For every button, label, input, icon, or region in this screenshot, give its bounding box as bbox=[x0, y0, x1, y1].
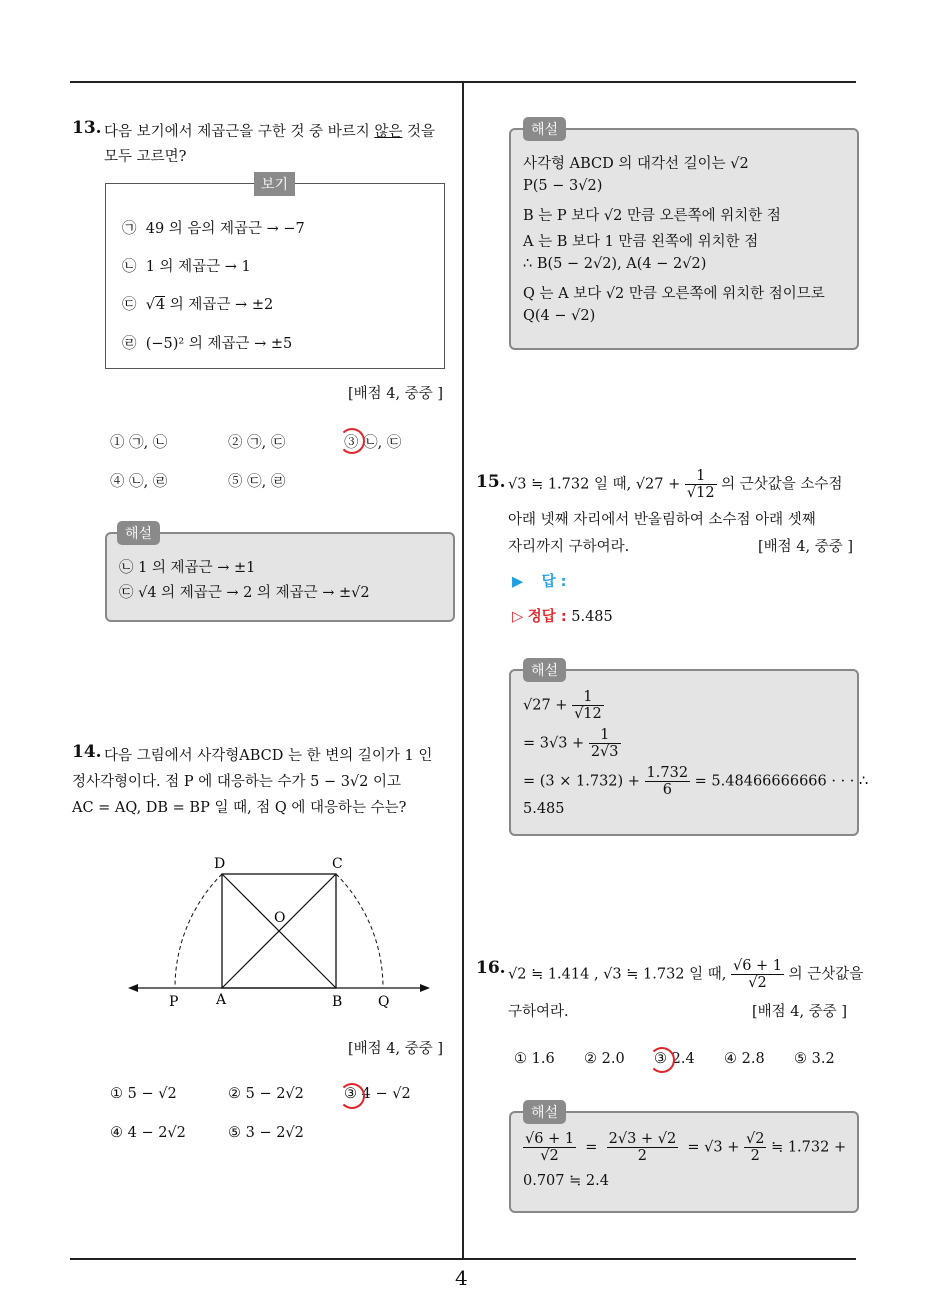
q13-bogi-sym-1: ㉠ bbox=[122, 221, 137, 237]
q15-explain-l1-num: 1 bbox=[572, 689, 604, 706]
q13-text-underlined: 않은 bbox=[374, 124, 403, 140]
q15-correct-row bbox=[512, 605, 613, 626]
q16-choice-5[interactable]: ⑤ 3.2 bbox=[794, 1051, 835, 1067]
q13-explain-label: 해설 bbox=[117, 521, 160, 545]
correct-arrow-icon: ▷ bbox=[512, 609, 524, 625]
q15-explain-l2-frac bbox=[589, 727, 621, 760]
q14-explain-line5: ∴ B(5 − 2√2), A(4 − 2√2) bbox=[523, 256, 707, 272]
q16-explain-tail: ≒ 1.732 + bbox=[771, 1139, 847, 1156]
q15-explain-l1-den: √12 bbox=[574, 706, 602, 722]
q13-text-part1: 다음 보기에서 제곱근을 구한 것 중 바르지 bbox=[104, 124, 370, 140]
q16-text-part2: 의 근삿값을 bbox=[788, 966, 864, 983]
q15-text-line2: 아래 넷째 자리에서 반올림하여 소수점 아래 셋째 bbox=[508, 512, 816, 528]
q15-text-part2: 의 근삿값을 소수점 bbox=[721, 476, 843, 493]
q13-bogi-box bbox=[105, 177, 445, 369]
q16-explain-line2: 0.707 ≒ 2.4 bbox=[523, 1173, 609, 1189]
q13-bogi-item-2 bbox=[122, 255, 251, 276]
q13-number: 13. bbox=[72, 118, 102, 138]
q16-choice-2[interactable]: ② 2.0 bbox=[584, 1051, 625, 1067]
q14-label-o: O bbox=[274, 910, 286, 926]
q15-answer-row[interactable] bbox=[512, 570, 566, 591]
q14-explain-line4: A 는 B 보다 1 만큼 왼쪽에 위치한 점 bbox=[523, 234, 759, 250]
q13-text-line2: 모두 고르면? bbox=[104, 149, 187, 165]
q15-explain-box bbox=[509, 663, 869, 836]
q14-text-line1: 다음 그림에서 사각형ABCD 는 한 변의 길이가 1 인 bbox=[104, 748, 433, 764]
bottom-rule bbox=[70, 1258, 856, 1260]
q13-choice-3[interactable]: ③ ㉡, ㉢ bbox=[344, 435, 402, 451]
q16-explain-frac1 bbox=[523, 1131, 576, 1164]
q15-explain-l2-den: 2√3 bbox=[590, 744, 619, 760]
q16-number: 16. bbox=[476, 958, 506, 978]
q16-score: [배점 4, 중중 ] bbox=[752, 1004, 848, 1020]
q14-explain-line6: Q 는 A 보다 √2 만큼 오른쪽에 위치한 점이므로 bbox=[523, 286, 825, 302]
q13-bogi-text-1: 49 의 음의 제곱근 → −7 bbox=[145, 221, 305, 237]
q14-label-d: D bbox=[214, 856, 226, 872]
q13-bogi-text-2: 1 의 제곱근 → 1 bbox=[145, 259, 251, 275]
q15-fraction-num: 1 bbox=[685, 468, 717, 485]
q15-explain-l3-text-a: = (3 × 1.732) + bbox=[523, 773, 640, 790]
q16-explain-eq1: = bbox=[585, 1139, 598, 1156]
q13-bogi-radical-3: 4 bbox=[155, 297, 166, 313]
q15-explain-line3 bbox=[523, 765, 868, 798]
q16-choice-3[interactable]: ③ 2.4 bbox=[654, 1051, 695, 1067]
q13-text-line1 bbox=[104, 120, 435, 141]
q14-number: 14. bbox=[72, 742, 102, 762]
q15-text-line3: 자리까지 구하여라. bbox=[508, 539, 630, 555]
answer-arrow-icon: ▶ bbox=[512, 574, 524, 590]
q15-explain-line2 bbox=[523, 727, 621, 760]
q13-bogi-sym-3: ㉢ bbox=[122, 297, 137, 313]
q13-choice-1[interactable]: ① ㉠, ㉡ bbox=[110, 435, 168, 451]
q13-bogi-item-4 bbox=[122, 332, 292, 353]
q14-choice-2[interactable]: ② 5 − 2√2 bbox=[228, 1086, 304, 1102]
q14-explain-line3: B 는 P 보다 √2 만큼 오른쪽에 위치한 점 bbox=[523, 208, 781, 224]
q15-text-line1 bbox=[508, 468, 842, 501]
q16-explain-eq2: = √3 + bbox=[687, 1139, 740, 1156]
page-number: 4 bbox=[455, 1266, 468, 1290]
q15-correct-label: 정답 : bbox=[527, 609, 567, 625]
q14-explain-line7: Q(4 − √2) bbox=[523, 308, 596, 324]
q14-choice-3[interactable]: ③ 4 − √2 bbox=[344, 1086, 411, 1102]
q14-score: [배점 4, 중중 ] bbox=[348, 1041, 444, 1057]
q15-correct-value: 5.485 bbox=[571, 609, 613, 625]
q15-explain-l3-den: 6 bbox=[662, 782, 672, 798]
q16-explain-box bbox=[509, 1105, 859, 1213]
q13-bogi-item-3: ㉢ √4 의 제곱근 → ±2 bbox=[122, 297, 274, 313]
q13-explain-line1: ㉡ 1 의 제곱근 → ±1 bbox=[119, 560, 256, 576]
q13-explain-box bbox=[105, 526, 455, 622]
q16-explain-f3-den: 2 bbox=[750, 1148, 760, 1164]
q15-explain-l3-num: 1.732 bbox=[646, 765, 689, 781]
q14-label-c: C bbox=[332, 856, 343, 872]
q13-bogi-item-1 bbox=[122, 217, 305, 238]
q14-label-b: B bbox=[332, 994, 343, 1010]
q14-choice-1[interactable]: ① 5 − √2 bbox=[110, 1086, 177, 1102]
q14-explain-line1: 사각형 ABCD 의 대각선 길이는 √2 bbox=[523, 156, 749, 172]
q13-choice-4[interactable]: ④ ㉡, ㉣ bbox=[110, 474, 168, 490]
q16-fraction bbox=[731, 958, 784, 991]
q14-explain-box bbox=[509, 122, 859, 350]
q15-fraction-den: √12 bbox=[686, 485, 715, 501]
q15-explain-label: 해설 bbox=[523, 658, 566, 682]
q16-explain-line1 bbox=[523, 1131, 846, 1164]
q13-score: [배점 4, 중중 ] bbox=[348, 386, 444, 402]
q14-answer-mark bbox=[339, 1083, 365, 1109]
q16-answer-mark bbox=[649, 1047, 675, 1073]
q16-fraction-den: √2 bbox=[748, 975, 767, 991]
q16-choice-4[interactable]: ④ 2.8 bbox=[724, 1051, 765, 1067]
q13-explain-line2: ㉢ √4 의 제곱근 → 2 의 제곱근 → ±√2 bbox=[119, 585, 370, 601]
q15-explain-l2-num: 1 bbox=[589, 727, 621, 744]
q15-score: [배점 4, 중중 ] bbox=[758, 539, 854, 555]
q15-explain-l1-frac bbox=[572, 689, 604, 722]
column-divider bbox=[462, 81, 464, 1259]
q14-label-p: P bbox=[169, 994, 179, 1010]
q15-fraction bbox=[685, 468, 717, 501]
q15-text-part1: √3 ≒ 1.732 일 때, √27 + bbox=[508, 476, 681, 493]
q14-text-line2: 정사각형이다. 점 P 에 대응하는 수가 5 − 3√2 이고 bbox=[72, 774, 402, 790]
q14-label-a: A bbox=[216, 992, 227, 1008]
q16-explain-f3-num: √2 bbox=[746, 1131, 765, 1147]
q16-explain-frac2 bbox=[607, 1131, 679, 1164]
q13-bogi-sym-2: ㉡ bbox=[122, 259, 137, 275]
q13-bogi-sym-4: ㉣ bbox=[122, 336, 137, 352]
q15-explain-l3-frac bbox=[645, 765, 691, 798]
q15-explain-l1-text: √27 + bbox=[523, 697, 568, 714]
q13-answer-mark bbox=[339, 428, 365, 454]
q16-text-line2: 구하여라. bbox=[508, 1004, 569, 1020]
q16-choice-1[interactable]: ① 1.6 bbox=[514, 1051, 555, 1067]
q13-choice-5[interactable]: ⑤ ㉢, ㉣ bbox=[228, 474, 286, 490]
q13-text-part2: 것을 bbox=[407, 124, 436, 140]
q16-fraction-num: √6 + 1 bbox=[732, 958, 783, 974]
q16-explain-f1-den: √2 bbox=[540, 1148, 559, 1164]
q16-text-part1: √2 ≒ 1.414 , √3 ≒ 1.732 일 때, bbox=[508, 966, 727, 983]
q16-explain-label: 해설 bbox=[523, 1100, 566, 1124]
q14-label-q: Q bbox=[378, 994, 390, 1010]
q14-explain-label: 해설 bbox=[523, 117, 566, 141]
q15-explain-line1 bbox=[523, 689, 604, 722]
q15-explain-line4: 5.485 bbox=[523, 801, 565, 817]
q14-choice-5[interactable]: ⑤ 3 − 2√2 bbox=[228, 1125, 304, 1141]
q15-answer-label: 답 : bbox=[541, 574, 567, 590]
q16-explain-f1-num: √6 + 1 bbox=[525, 1131, 575, 1147]
q16-text-line1 bbox=[508, 958, 863, 991]
q13-choice-2[interactable]: ② ㉠, ㉢ bbox=[228, 435, 286, 451]
q14-choice-4[interactable]: ④ 4 − 2√2 bbox=[110, 1125, 186, 1141]
q14-explain-line2: P(5 − 3√2) bbox=[523, 178, 603, 194]
q15-explain-l2-text: = 3√3 + bbox=[523, 735, 585, 752]
q15-number: 15. bbox=[476, 472, 506, 492]
q16-explain-frac3 bbox=[744, 1131, 766, 1164]
q14-figure bbox=[128, 850, 438, 1010]
q16-explain-f2-num: 2√3 + √2 bbox=[608, 1131, 677, 1147]
q16-explain-f2-den: 2 bbox=[637, 1148, 648, 1164]
q13-bogi-label: 보기 bbox=[254, 172, 295, 196]
q13-bogi-text-4: (−5)² 의 제곱근 → ±5 bbox=[145, 336, 293, 352]
q14-text-line3: AC = AQ, DB = BP 일 때, 점 Q 에 대응하는 수는? bbox=[72, 800, 407, 816]
q15-explain-l3-text-b: = 5.48466666666 · · · ∴ bbox=[694, 773, 869, 790]
